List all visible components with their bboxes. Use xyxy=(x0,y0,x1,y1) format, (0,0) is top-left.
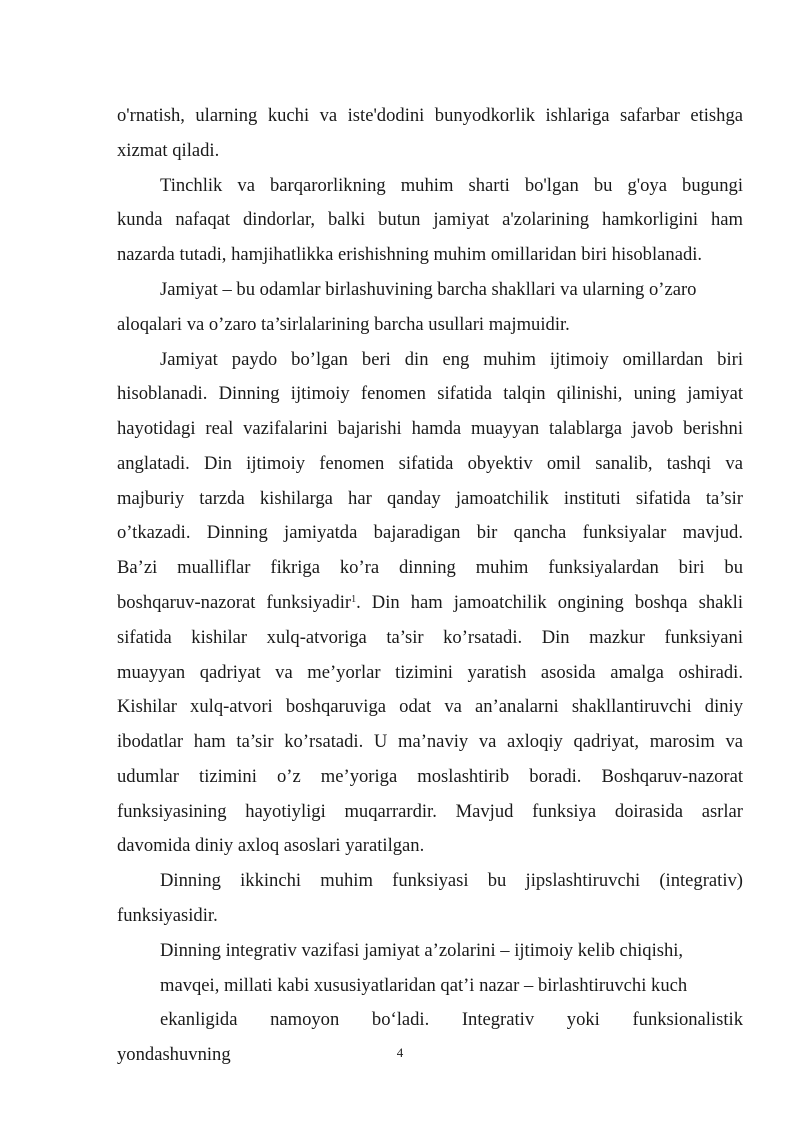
text-line: Tinchlik va barqarorlikning muhim sharti bo'lgan bu g'oya bugungi xyxy=(160,175,743,196)
footnote-reference[interactable]: 1 xyxy=(351,594,357,605)
text-line: o’tkazadi. Dinning jamiyatda bajaradigan bir qancha funksiyalar mavjud. xyxy=(117,522,743,543)
text-line: Dinning integrativ vazifasi jamiyat a’zolarini – ijtimoiy kelib chiqishi, xyxy=(160,940,684,961)
text-line: Jamiyat – bu odamlar birlashuvining barcha shakllari va ularning o’zaro xyxy=(160,279,697,300)
text-line: kunda nafaqat dindorlar, balki butun jamiyat a'zolarining hamkorligini ham xyxy=(117,209,743,230)
text-line: ekanligida namoyon bo‘ladi. Integrativ yoki funksionalistik xyxy=(160,1009,743,1030)
text-line: majburiy tarzda kishilarga har qanday jamoatchilik instituti sifatida ta’sir xyxy=(117,488,743,509)
text-line: muayyan qadriyat va me’yorlar tizimini yaratish asosida amalga oshiradi. xyxy=(117,662,743,683)
text-line: yondashuvning xyxy=(117,1044,231,1065)
text-line: davomida diniy axloq asoslari yaratilgan. xyxy=(117,835,425,856)
text-line: Ba’zi mualliflar fikriga ko’ra dinning muhim funksiyalardan biri bu xyxy=(117,557,743,578)
text-line: Kishilar xulq-atvori boshqaruviga odat va an’analarni shakllantiruvchi diniy xyxy=(117,696,743,717)
text-span: boshqaruv-nazorat funksiyadir xyxy=(117,592,352,613)
text-line: anglatadi. Din ijtimoiy fenomen sifatida obyektiv omil sanalib, tashqi va xyxy=(117,453,743,474)
text-line: aloqalari va o’zaro ta’sirlalarining barcha usullari majmuidir. xyxy=(117,314,570,335)
text-line: funksiyasining hayotiyligi muqarrardir. Mavjud funksiya doirasida asrlar xyxy=(117,801,743,822)
text-line: Jamiyat paydo bo’lgan beri din eng muhim ijtimoiy omillardan biri xyxy=(160,349,743,370)
text-span: . Din ham jamoatchilik ongining boshqa shakli xyxy=(356,592,743,613)
text-line: xizmat qiladi. xyxy=(117,140,220,161)
text-line-with-footnote xyxy=(117,591,743,615)
text-line: nazarda tutadi, hamjihatlikka erishishning muhim omillaridan biri hisoblanadi. xyxy=(117,244,703,265)
text-line: ibodatlar ham ta’sir ko’rsatadi. U ma’naviy va axloqiy qadriyat, marosim va xyxy=(117,731,743,752)
text-line: mavqei, millati kabi xususiyatlaridan qat’i nazar – birlashtiruvchi kuch xyxy=(160,975,688,996)
text-line: Dinning ikkinchi muhim funksiyasi bu jipslashtiruvchi (integrativ) xyxy=(160,870,743,891)
text-line: funksiyasidir. xyxy=(117,905,218,926)
text-line: hayotidagi real vazifalarini bajarishi hamda muayyan talablarga javob berishni xyxy=(117,418,743,439)
text-line: sifatida kishilar xulq-atvoriga ta’sir ko’rsatadi. Din mazkur funksiyani xyxy=(117,627,743,648)
text-line: o'rnatish, ularning kuchi va iste'dodini bunyodkorlik ishlariga safarbar etishga xyxy=(117,105,743,126)
page-number: 4 xyxy=(396,1045,404,1060)
text-line: hisoblanadi. Dinning ijtimoiy fenomen sifatida talqin qilinishi, uning jamiyat xyxy=(117,383,743,404)
text-line: udumlar tizimini o’z me’yoriga moslashtirib boradi. Boshqaruv-nazorat xyxy=(117,766,743,787)
